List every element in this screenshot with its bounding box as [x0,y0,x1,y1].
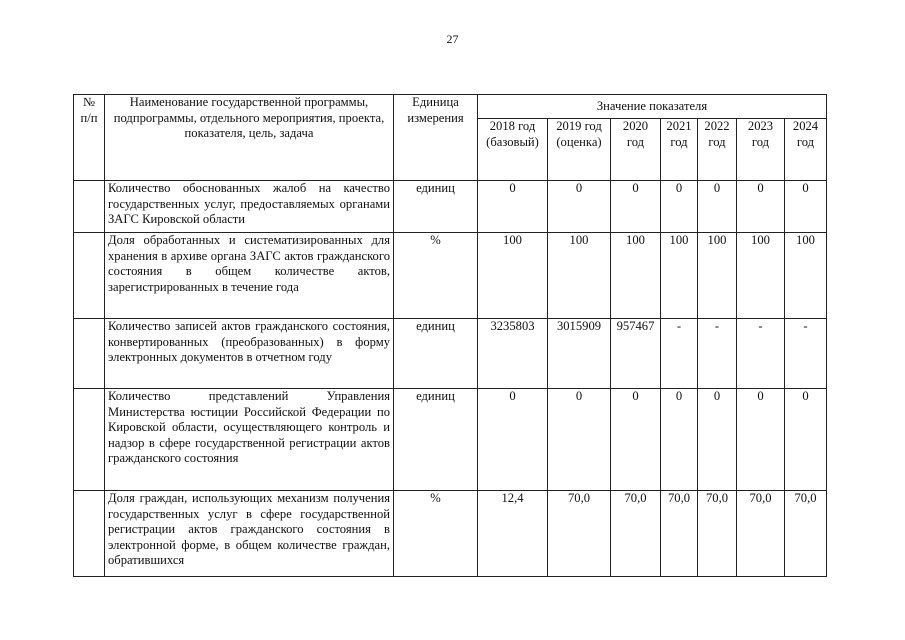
indicator-value: - [698,319,737,389]
indicator-value: 100 [478,233,548,319]
indicator-value: - [661,319,698,389]
table-row [74,181,827,233]
table-row [74,319,827,389]
indicator-value: 0 [611,389,661,491]
table-row [74,389,827,491]
indicator-value: 100 [548,233,611,319]
indicator-unit: единиц [394,181,478,233]
indicator-value: 70,0 [698,491,737,577]
indicator-value: 100 [661,233,698,319]
indicator-value: 100 [698,233,737,319]
indicator-unit: единиц [394,319,478,389]
indicators-table [73,94,827,577]
indicator-value: 3015909 [548,319,611,389]
indicator-name: Доля обработанных и систематизированных для хранения в архиве органа ЗАГС актов гражданского состояния в общем количестве актов, зарегистрированных в течение года [105,233,394,319]
indicator-value: 0 [698,181,737,233]
indicator-value: 70,0 [737,491,785,577]
indicator-unit: единиц [394,389,478,491]
indicator-value: 70,0 [548,491,611,577]
header-year: 2019 год (оценка) [548,119,611,181]
indicator-name: Количество обоснованных жалоб на качество государственных услуг, предоставляемых органами ЗАГС Кировской области [105,181,394,233]
header-name: Наименование государственной программы, подпрограммы, отдельного мероприятия, проекта, показателя, цель, задача [105,95,394,181]
header-year: 2024 год [785,119,827,181]
header-values: Значение показателя [478,95,827,119]
indicator-value: 12,4 [478,491,548,577]
header-year: 2022 год [698,119,737,181]
table-row [74,491,827,577]
indicator-value: 0 [548,181,611,233]
page-number: 27 [446,32,459,46]
indicator-value: 0 [478,181,548,233]
indicator-value: 0 [548,389,611,491]
indicator-name: Доля граждан, использующих механизм получения государственных услуг в сфере государственной регистрации актов гражданского состояния в электронной форме, в общем количестве граждан, обратившихся [105,491,394,577]
row-number [74,233,105,319]
indicator-value: 0 [698,389,737,491]
indicator-value: 0 [478,389,548,491]
header-year: 2023 год [737,119,785,181]
indicator-value: 0 [737,181,785,233]
row-number [74,389,105,491]
indicator-value: - [785,319,827,389]
indicator-value: 0 [785,181,827,233]
header-unit: Единица измерения [394,95,478,181]
header-year: 2018 год (базовый) [478,119,548,181]
indicator-name: Количество представлений Управления Министерства юстиции Российской Федерации по Кировской области, осуществляющего контроль и надзор в сфере государственной регистрации актов гражданского состояния [105,389,394,491]
indicator-value: - [737,319,785,389]
indicator-value: 100 [611,233,661,319]
table-row [74,233,827,319]
indicator-unit: % [394,233,478,319]
indicator-value: 0 [611,181,661,233]
indicator-value: 70,0 [785,491,827,577]
indicator-value: 0 [785,389,827,491]
indicator-value: 0 [737,389,785,491]
indicator-value: 100 [737,233,785,319]
header-year: 2021 год [661,119,698,181]
row-number [74,181,105,233]
indicator-value: 957467 [611,319,661,389]
indicator-value: 0 [661,389,698,491]
indicator-value: 100 [785,233,827,319]
row-number [74,491,105,577]
indicator-value: 70,0 [661,491,698,577]
row-number [74,319,105,389]
header-year: 2020 год [611,119,661,181]
indicator-unit: % [394,491,478,577]
indicator-value: 3235803 [478,319,548,389]
header-number: № п/п [74,95,105,181]
indicator-value: 70,0 [611,491,661,577]
indicator-name: Количество записей актов гражданского состояния, конвертированных (преобразованных) в форму электронных документов в отчетном году [105,319,394,389]
indicator-value: 0 [661,181,698,233]
